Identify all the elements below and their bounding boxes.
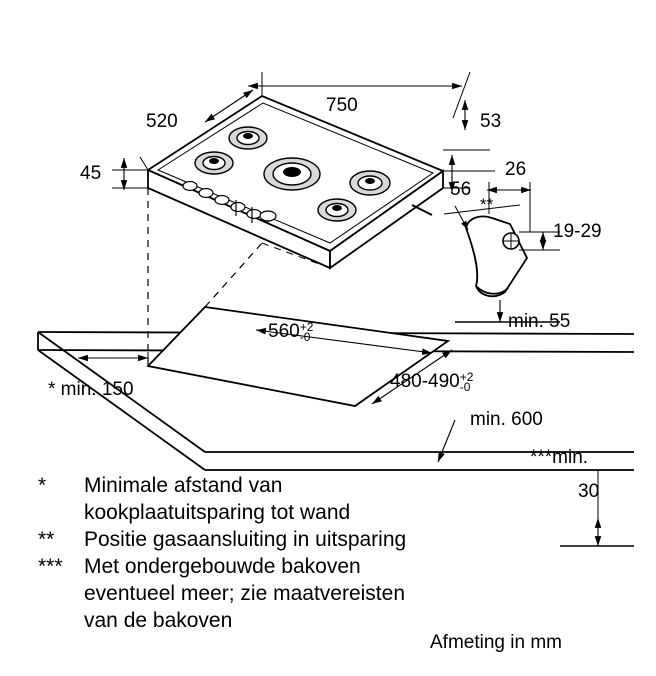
legend-text-2-line-1: Positie gasaansluiting in uitsparing [84, 528, 407, 551]
burner-front-left [195, 152, 233, 174]
burner-front-right [318, 199, 356, 221]
dim-front-height: 45 [80, 163, 102, 184]
cutout-depth-tolerance [460, 372, 480, 392]
legend-item-2 [38, 526, 558, 553]
dim-cutout-depth: 480-490 [390, 371, 460, 393]
dim-cutout-depth-group [390, 372, 480, 392]
burner-rear-left [229, 127, 267, 149]
legend-mark-1: * [38, 474, 47, 497]
dim-under-min-value: 30 [578, 481, 600, 502]
legend-mark-2: ** [38, 528, 55, 551]
legend-item-3 [38, 553, 558, 634]
legend-text-1-line-2: kookplaatuitsparing tot wand [84, 501, 351, 524]
legend-text-1-line-1: Minimale afstand van [84, 474, 283, 497]
gas-marker-label: ** [480, 195, 494, 214]
dim-gas-inlet-range: 19-29 [553, 221, 602, 242]
gas-connector-detail [466, 216, 527, 296]
dim-gas-inlet-min: min. 55 [508, 311, 571, 332]
cutout-width-tol-minus: -0 [299, 330, 311, 344]
dim-wall-min: * min. 150 [48, 379, 134, 400]
dim-rear-offset: 53 [480, 111, 502, 132]
legend-mark-3: *** [38, 555, 63, 578]
dim-rear-height: 56 [450, 179, 472, 200]
dim-worktop-min: min. 600 [470, 409, 543, 430]
legend-text-3-line-3: van de bakoven [84, 609, 233, 632]
dim-cutout-width-group [268, 322, 320, 342]
burner-center-wok [264, 158, 320, 190]
dim-gas-inlet-offset: 26 [505, 159, 527, 180]
dim-depth-total: 520 [146, 111, 178, 132]
cutout-width-tol-plus: +2 [299, 320, 314, 334]
cutout-depth-tol-plus: +2 [459, 370, 474, 384]
burner-rear-right [350, 171, 390, 195]
dim-width-total: 750 [326, 95, 358, 116]
cutout-depth-tol-minus: -0 [459, 380, 471, 394]
legend [38, 472, 558, 634]
unit-note: Afmeting in mm [430, 632, 562, 653]
legend-text-3-line-2: eventueel meer; zie maatvereisten [84, 582, 405, 605]
dim-under-min-mark: ***min. [530, 447, 589, 468]
legend-text-3-line-1: Met ondergebouwde bakoven [84, 555, 361, 578]
dim-cutout-width: 560 [268, 321, 300, 343]
cutout-width-tolerance [300, 322, 320, 342]
legend-item-1 [38, 472, 558, 526]
